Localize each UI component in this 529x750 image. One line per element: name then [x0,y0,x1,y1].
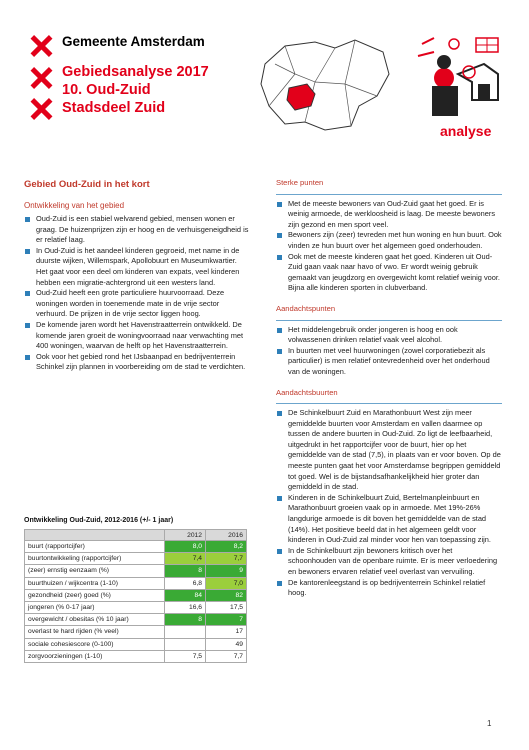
value-2012: 8 [165,614,206,626]
row-label: gezondheid (zeer) goed (%) [25,589,165,601]
value-2012: 7,5 [165,650,206,662]
table-row [25,565,247,577]
brand-word: analyse [440,123,492,139]
list-item: De komende jaren wordt het Havenstraatterrein ontwikkeld. De komende jaren groeit de woningvoorraad naar verwachting met 400 woningen, waarvan de helft op het Havenstraatterrein. [24,320,250,352]
list-item: In de Schinkelbuurt zijn bewoners kritisch over het schoonhouden van de openbare ruimte. Er is meer verloedering en bewoners ervaren relatief veel overlast van vervuiling. [276,546,502,578]
intro-subtitle: Ontwikkeling van het gebied [24,201,125,210]
table-title: Ontwikkeling Oud-Zuid, 2012-2016 (+/- 1 jaar) [24,517,174,524]
row-label: overgewicht / obesitas (% 10 jaar) [25,614,165,626]
indicator-table [24,529,247,663]
table-row [25,589,247,601]
value-2016: 17 [206,626,247,638]
amsterdam-x-icon [30,98,52,120]
value-2012: 7,4 [165,553,206,565]
table-row [25,541,247,553]
table-row [25,650,247,662]
list-item: In buurten met veel huurwoningen (zowel corporatiebezit als particulier) is men relatief ontevredenheid over het onderhoud van de woningen. [276,346,502,378]
aandacht-title: Aandachtspunten [276,303,336,313]
value-2016: 7 [206,614,247,626]
value-2016: 9 [206,565,247,577]
buurten-title: Aandachtsbuurten [276,387,338,397]
district-title: Stadsdeel Zuid [62,100,166,116]
amsterdam-x-icon [30,35,52,57]
list-item: In Oud-Zuid is het aandeel kinderen gegroeid, met name in de duurste wijken, Willemspark, Apollobuurt en Museumkwartier. Het gaat voor een deel om kinderen van expats, veel kinderen hebben een migratie-achtergrond uit een westers land. [24,246,250,288]
row-label: (zeer) ernstig eenzaam (%) [25,565,165,577]
value-2016: 17,5 [206,601,247,613]
row-label: buurt (rapportcijfer) [25,541,165,553]
value-2012: 8,0 [165,541,206,553]
sterk-title: Sterke punten [276,178,324,187]
list-item: Het middelengebruik onder jongeren is hoog en ook volwassenen drinken relatief vaak veel alcohol. [276,325,502,346]
value-2016: 7,7 [206,553,247,565]
table-row [25,614,247,626]
list-item: Kinderen in de Schinkelbuurt Zuid, Bertelmanpleinbuurt en Marathonbuurt groeien vaak op in armoede. Met 19%-26% langdurige armoede is dit boven het gemiddelde van de stad (14%). Het positieve beeld dat in het algemeen geldt voor kinderen in Oud-Zuid zal minder voor hen van toepassing zijn. [276,493,502,546]
divider [276,403,502,404]
value-2016: 82 [206,589,247,601]
list-item: Bewoners zijn (zeer) tevreden met hun woning en hun buurt. Ook vinden ze hun buurt over het algemeen goed onderhouden. [276,230,502,251]
right-column [276,178,502,599]
value-2012: 8 [165,565,206,577]
list-item: Oud-Zuid heeft een grote particuliere huurvoorraad. Deze woningen worden in toenemende mate in de vrije sector verhuurd. De prijzen in de vrije sector liggen hoog. [24,288,250,320]
org-name: Gemeente Amsterdam [62,34,205,49]
table-header-row [25,530,247,541]
district-map [255,34,395,134]
header-2016: 2016 [206,530,247,541]
value-2016: 49 [206,638,247,650]
list-item: Ook voor het gebied rond het IJsbaanpad en bedrijventerrein Schinkel zijn plannen in voorbereiding om de stad te verdichten. [24,352,250,373]
header-2012: 2012 [165,530,206,541]
row-label: jongeren (% 0-17 jaar) [25,601,165,613]
intro-title: Gebied Oud-Zuid in het kort [24,179,150,190]
value-2016: 8,2 [206,541,247,553]
list-item: Oud-Zuid is een stabiel welvarend gebied, mensen wonen er graag. De huizenprijzen zijn er hoog en de verhuisgeneigdheid is er relatief laag. [24,214,250,246]
area-title: 10. Oud-Zuid [62,82,151,98]
value-2016: 7,0 [206,577,247,589]
header-blank [25,530,165,541]
list-item: Ook met de meeste kinderen gaat het goed. Kinderen uit Oud-Zuid gaan vaak naar havo of vwo. Er wordt weinig gebruik gemaakt van jeugdzorg en overgewicht komt relatief weinig voor. Bijna alle kinderen sporten in clubverband. [276,252,502,294]
report-title: Gebiedsanalyse 2017 [62,64,209,80]
intro-body [24,214,250,373]
list-item: Met de meeste bewoners van Oud-Zuid gaat het goed. Er is weinig armoede, de werkloosheid is laag. De meeste bewoners zijn gezond en men sport veel. [276,199,502,231]
row-label: buurtontwikkeling (rapportcijfer) [25,553,165,565]
value-2012 [165,638,206,650]
amsterdam-x-icon [30,67,52,89]
page-number: 1 [487,719,492,728]
value-2012: 16,6 [165,601,206,613]
analyse-illustration [414,34,506,124]
table-row [25,553,247,565]
row-label: zorgvoorzieningen (1-10) [25,650,165,662]
table-row [25,601,247,613]
list-item: De Schinkelbuurt Zuid en Marathonbuurt West zijn meer gemiddelde buurten voor Amsterdam en vallen daarmee op tussen de andere buurten in Oud-Zuid. Zo ligt de leefbaarheid, uitgedrukt in het rapportcijfer voor de buurt, hier op het gemiddelde van de stad (7,5), in plaats van er voor boven. Op de meeste punten gaat het voor Amsterdamse begrippen gemiddeld tot goed. Wel is de bijstandsafhankelijkheid hier groter dan gemiddeld in de stad. [276,408,502,493]
value-2012 [165,626,206,638]
row-label: overlast te hard rijden (% veel) [25,626,165,638]
value-2012: 84 [165,589,206,601]
list-item: De kantorenleegstand is op bedrijventerrein Schinkel relatief hoog. [276,578,502,599]
value-2012: 6,8 [165,577,206,589]
row-label: buurthuizen / wijkcentra (1-10) [25,577,165,589]
table-row [25,638,247,650]
divider [276,320,502,321]
table-row [25,577,247,589]
divider [276,194,502,195]
table-row [25,626,247,638]
row-label: sociale cohesiescore (0-100) [25,638,165,650]
value-2016: 7,7 [206,650,247,662]
